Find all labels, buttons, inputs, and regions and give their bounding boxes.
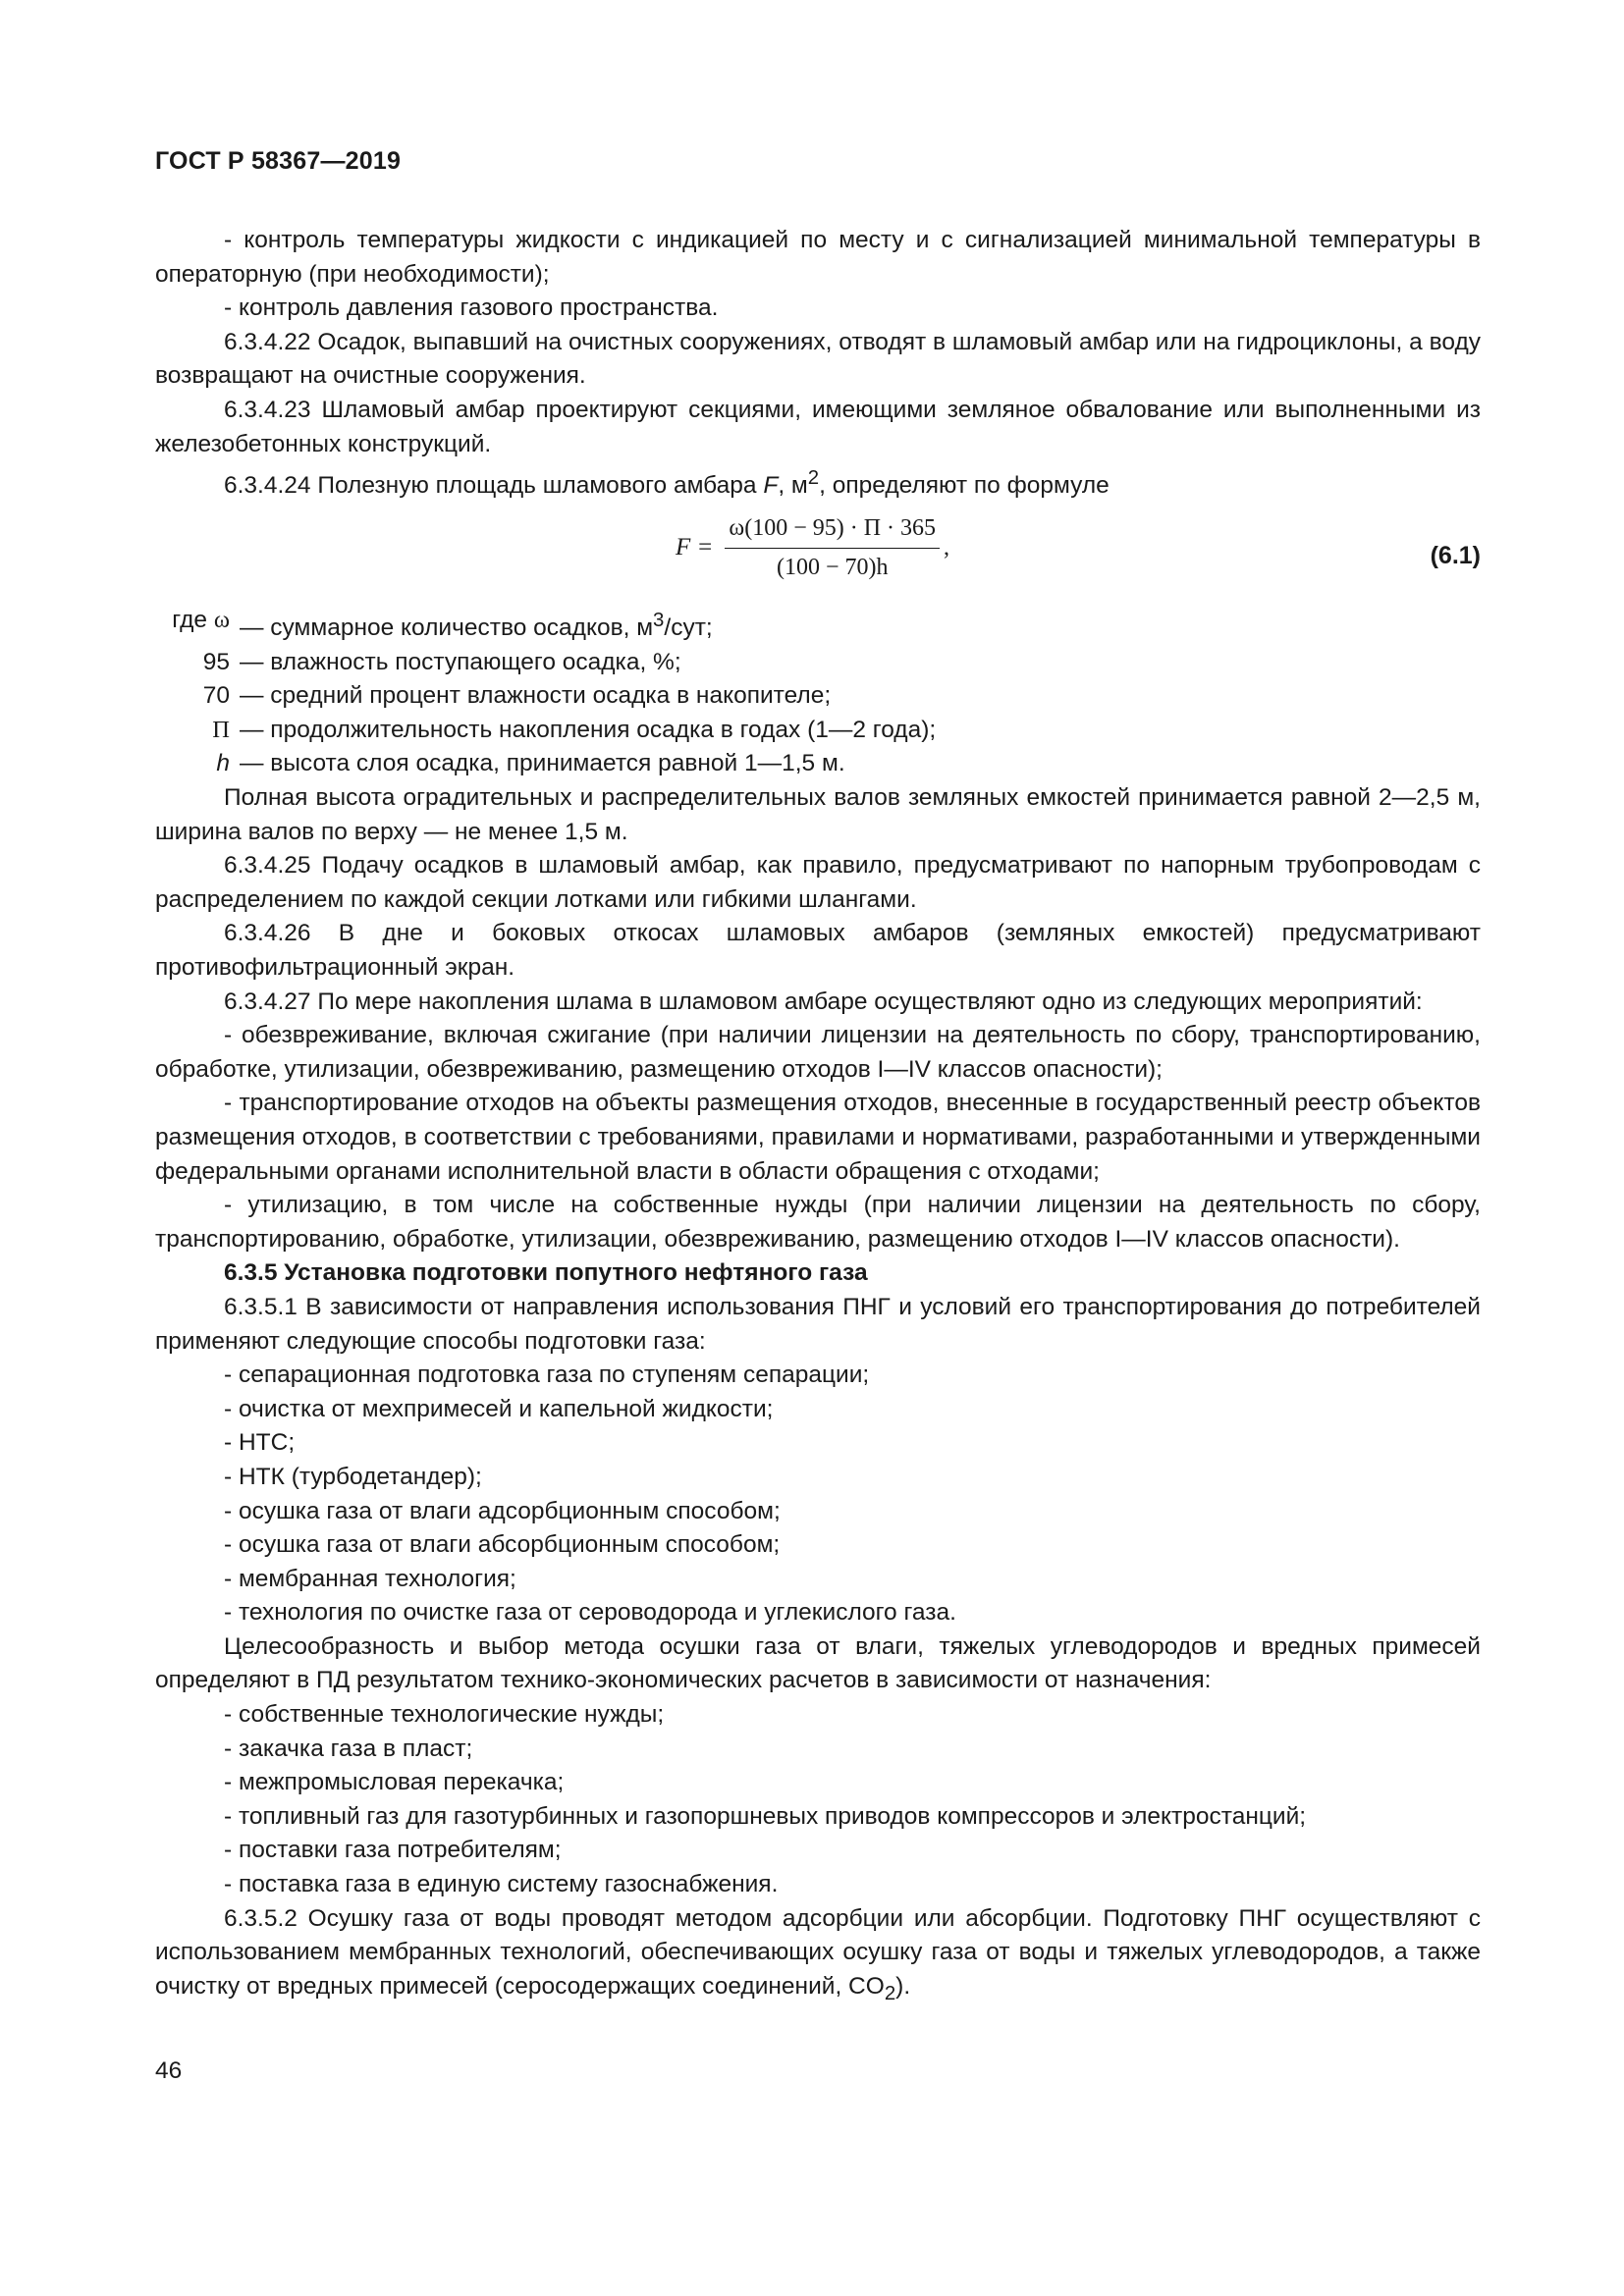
formula-intro: 6.3.4.24 Полезную площадь шламового амбара F, $м^2$, определяют по формуле: [224, 467, 1110, 500]
formula-fraction: [725, 511, 940, 584]
section-heading: 6.3.5 Установка подготовки попутного нефтяного газа: [224, 1259, 868, 1287]
list-item: - утилизацию, в том числе на собственные нужды (при наличии лицензии на деятельность по сбору, транспортированию, обработке, утилизации, обезвреживанию, размещению отходов I—IV классов опасности).: [155, 1192, 1481, 1253]
list-item: - мембранная технология;: [224, 1565, 516, 1592]
list-item: - поставки газа потребителям;: [224, 1837, 562, 1864]
formula-numerator: ω(100 − 95) · П · 365: [725, 511, 940, 549]
formula-trail: ,: [944, 534, 950, 561]
legend-symbol: где ω: [172, 606, 230, 633]
paragraph: 6.3.4.25 Подачу осадков в шламовый амбар, как правило, предусматривают по напорным трубопроводам с распределением по каждой секции лотками или гибкими шлангами.: [155, 852, 1481, 913]
paragraph: - контроль давления газового пространства.: [224, 294, 719, 322]
formula-block: [155, 511, 1481, 602]
list-item: - обезвреживание, включая сжигание (при наличии лицензии на деятельность по сбору, транспортированию, обработке, утилизации, обезвреживанию, размещению отходов I—IV классов опасности);: [155, 1022, 1481, 1083]
list-item: - осушка газа от влаги адсорбционным способом;: [224, 1497, 781, 1524]
legend-description: — продолжительность накопления осадка в годах (1—2 года);: [240, 716, 937, 743]
legend-description: — высота слоя осадка, принимается равной 1—1,5 м.: [240, 750, 845, 777]
equation-number: (6.1): [1430, 541, 1481, 569]
list-item: - сепарационная подготовка газа по ступеням сепарации;: [224, 1362, 870, 1389]
list-item: - НТС;: [224, 1429, 296, 1457]
formula-lhs: F =: [676, 533, 714, 561]
list-item: - межпромысловая перекачка;: [224, 1769, 565, 1796]
list-item: - НТК (турбодетандер);: [224, 1463, 482, 1490]
legend-description: — влажность поступающего осадка, %;: [240, 648, 681, 675]
paragraph: 6.3.5.2 Осушку газа от воды проводят методом адсорбции или абсорбции. Подготовку ПНГ осуществляют с использованием мембранных технологий, обеспечивающих осушку газа от воды и тяжелых углеводородов, а также очистку от вредных примесей (серосодержащих соединений, $CO_2$).: [155, 1904, 1481, 2004]
legend-description: — средний процент влажности осадка в накопителе;: [240, 682, 832, 710]
page-number: 46: [155, 2057, 183, 2084]
paragraph: Целесообразность и выбор метода осушки газа от влаги, тяжелых углеводородов и вредных примесей определяют в ПД результатом технико-экономических расчетов в зависимости от назначения:: [155, 1632, 1481, 1694]
document-header: ГОСТ Р 58367—2019: [155, 147, 402, 175]
list-item: - закачка газа в пласт;: [224, 1735, 473, 1762]
formula-legend: [155, 604, 1481, 781]
paragraph: 6.3.5.1 В зависимости от направления использования ПНГ и условий его транспортирования до потребителей применяют следующие способы подготовки газа:: [155, 1293, 1481, 1355]
list-item: - технология по очистке газа от сероводорода и углекислого газа.: [224, 1599, 956, 1627]
paragraph: - контроль температуры жидкости с индикацией по месту и с сигнализацией минимальной температуры в операторную (при необходимости);: [155, 227, 1481, 288]
formula: [676, 511, 949, 584]
formula-denominator: (100 − 70)h: [776, 554, 889, 580]
paragraph: 6.3.4.23 Шламовый амбар проектируют секциями, имеющими земляное обвалование или выполненными из железобетонных конструкций.: [155, 396, 1481, 457]
legend-symbol: 95: [202, 648, 230, 675]
paragraph: 6.3.4.26 В дне и боковых откосах шламовых амбаров (земляных емкостей) предусматривают противофильтрационный экран.: [155, 920, 1481, 981]
paragraph: Полная высота оградительных и распределительных валов земляных емкостей принимается равной 2—2,5 м, ширина валов по верху — не менее 1,5 м.: [155, 784, 1481, 845]
legend-symbol: h: [216, 750, 230, 777]
legend-description: — суммарное количество осадков, $м^3$/сут;: [240, 609, 713, 642]
list-item: - очистка от мехпримесей и капельной жидкости;: [224, 1395, 774, 1422]
legend-symbol: 70: [202, 682, 230, 710]
list-item: - осушка газа от влаги абсорбционным способом;: [224, 1531, 781, 1559]
document-body: [155, 224, 1481, 2010]
list-item: - поставка газа в единую систему газоснабжения.: [224, 1871, 779, 1898]
paragraph: 6.3.4.22 Осадок, выпавший на очистных сооружениях, отводят в шламовый амбар или на гидроциклоны, а воду возвращают на очистные сооружения.: [155, 328, 1481, 390]
paragraph: 6.3.4.27 По мере накопления шлама в шламовом амбаре осуществляют одно из следующих мероприятий:: [224, 988, 1423, 1015]
legend-symbol: П: [212, 716, 230, 743]
list-item: - топливный газ для газотурбинных и газопоршневых приводов компрессоров и электростанций;: [224, 1802, 1307, 1830]
list-item: - транспортирование отходов на объекты размещения отходов, внесенные в государственный реестр объектов размещения отходов, в соответствии с требованиями, правилами и нормативами, разработанными и утвержденными федеральными органами исполнительной власти в области обращения с отходами;: [155, 1090, 1481, 1185]
list-item: - собственные технологические нужды;: [224, 1701, 665, 1729]
